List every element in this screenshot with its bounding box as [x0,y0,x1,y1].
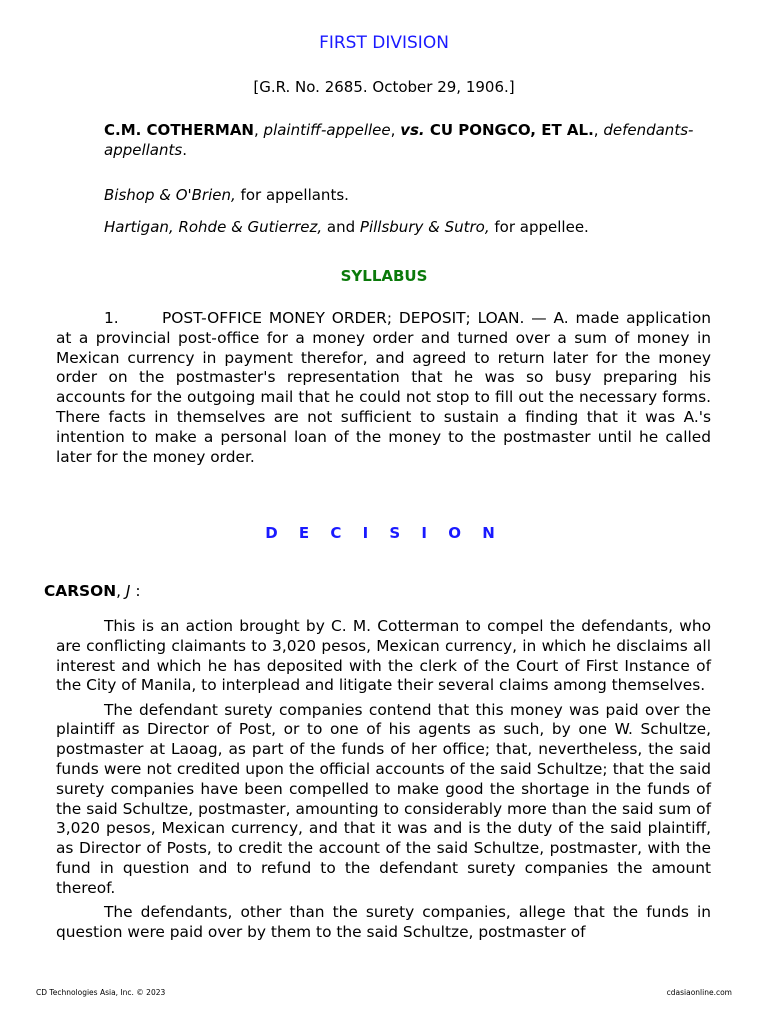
appellee-and: and [322,218,360,236]
defendant-name: CU PONGCO, ET AL. [424,121,594,139]
syllabus-text: POST-OFFICE MONEY ORDER; DEPOSIT; LOAN. — A. made application at a provincial post-office for a money order and turned over a sum of money in Mexican currency in payment therefor, and agreed to return later for the money order on the postmaster's representation that he was so busy preparing his accounts for the outgoing mail that he could not stop to fill out the necessary forms. There facts in themselves are not sufficient to sustain a finding that it was A.'s intention to make a personal loan of the money to the postmaster until he called later for the money order. [56,309,711,466]
judge-title: J [125,582,131,600]
ponente [44,582,141,600]
parties-sep-1: , [254,121,264,139]
syllabus-number: 1. [104,309,119,327]
decision-heading: D E C I S I O N [265,524,503,542]
parties-sep-3: , [593,121,604,139]
decision-paragraph: The defendants, other than the surety companies, allege that the funds in question were paid over by them to the said Schultze, postmaster of [56,903,711,941]
appellee-firm-1: Hartigan, Rohde & Gutierrez, [104,218,323,236]
judge-sep: , [116,582,126,600]
syllabus-heading: SYLLABUS [340,267,428,285]
appellants-text: for appellants. [235,186,349,204]
counsel-appellee [104,218,744,236]
footer-site: cdasiaonline.com [666,988,732,997]
plaintiff-role: plaintiff-appellee [263,121,391,139]
appellee-text: for appellee. [489,218,589,236]
division-heading: FIRST DIVISION [319,33,449,53]
versus: vs. [400,121,425,139]
decision-paragraph: This is an action brought by C. M. Cotterman to compel the defendants, who are conflicting claimants to 3,020 pesos, Mexican currency, in which he disclaims all interest and which he has deposited with the clerk of the Court of First Instance of the City of Manila, to interplead and litigate their several claims among themselves. [56,617,711,695]
counsel-appellants [104,186,744,204]
judge-end: : [130,582,141,600]
appellants-firm: Bishop & O'Brien, [104,186,236,204]
decision-paragraph: The defendant surety companies contend that this money was paid over the plaintiff as Director of Post, or to one of his agents as such, by one W. Schultze, postmaster at Laoag, as part of the funds of her office; that, nevertheless, the said funds were not credited upon the official accounts of the said Schultze; that the said surety companies have been compelled to make good the shortage in the funds of the said Schultze, postmaster, amounting to considerably more than the said sum of 3,020 pesos, Mexican currency, and that it was and is the duty of the said plaintiff, as Director of Posts, to credit the account of the said Schultze, postmaster, with the fund in question and to refund to the defendant surety companies the amount thereof. [56,700,711,897]
decision-body [56,617,711,947]
plaintiff-name: C.M. COTHERMAN [104,121,254,139]
parties-sep-2: , [390,121,401,139]
syllabus-item [56,309,711,467]
appellee-firm-2: Pillsbury & Sutro, [359,218,490,236]
defendant-role: defendants-appellants [104,121,694,159]
judge-name: CARSON [44,582,117,600]
footer-copyright: CD Technologies Asia, Inc. © 2023 [36,988,166,997]
parties-end: . [182,141,187,159]
case-parties [104,120,724,160]
case-number: [G.R. No. 2685. October 29, 1906.] [253,78,515,96]
